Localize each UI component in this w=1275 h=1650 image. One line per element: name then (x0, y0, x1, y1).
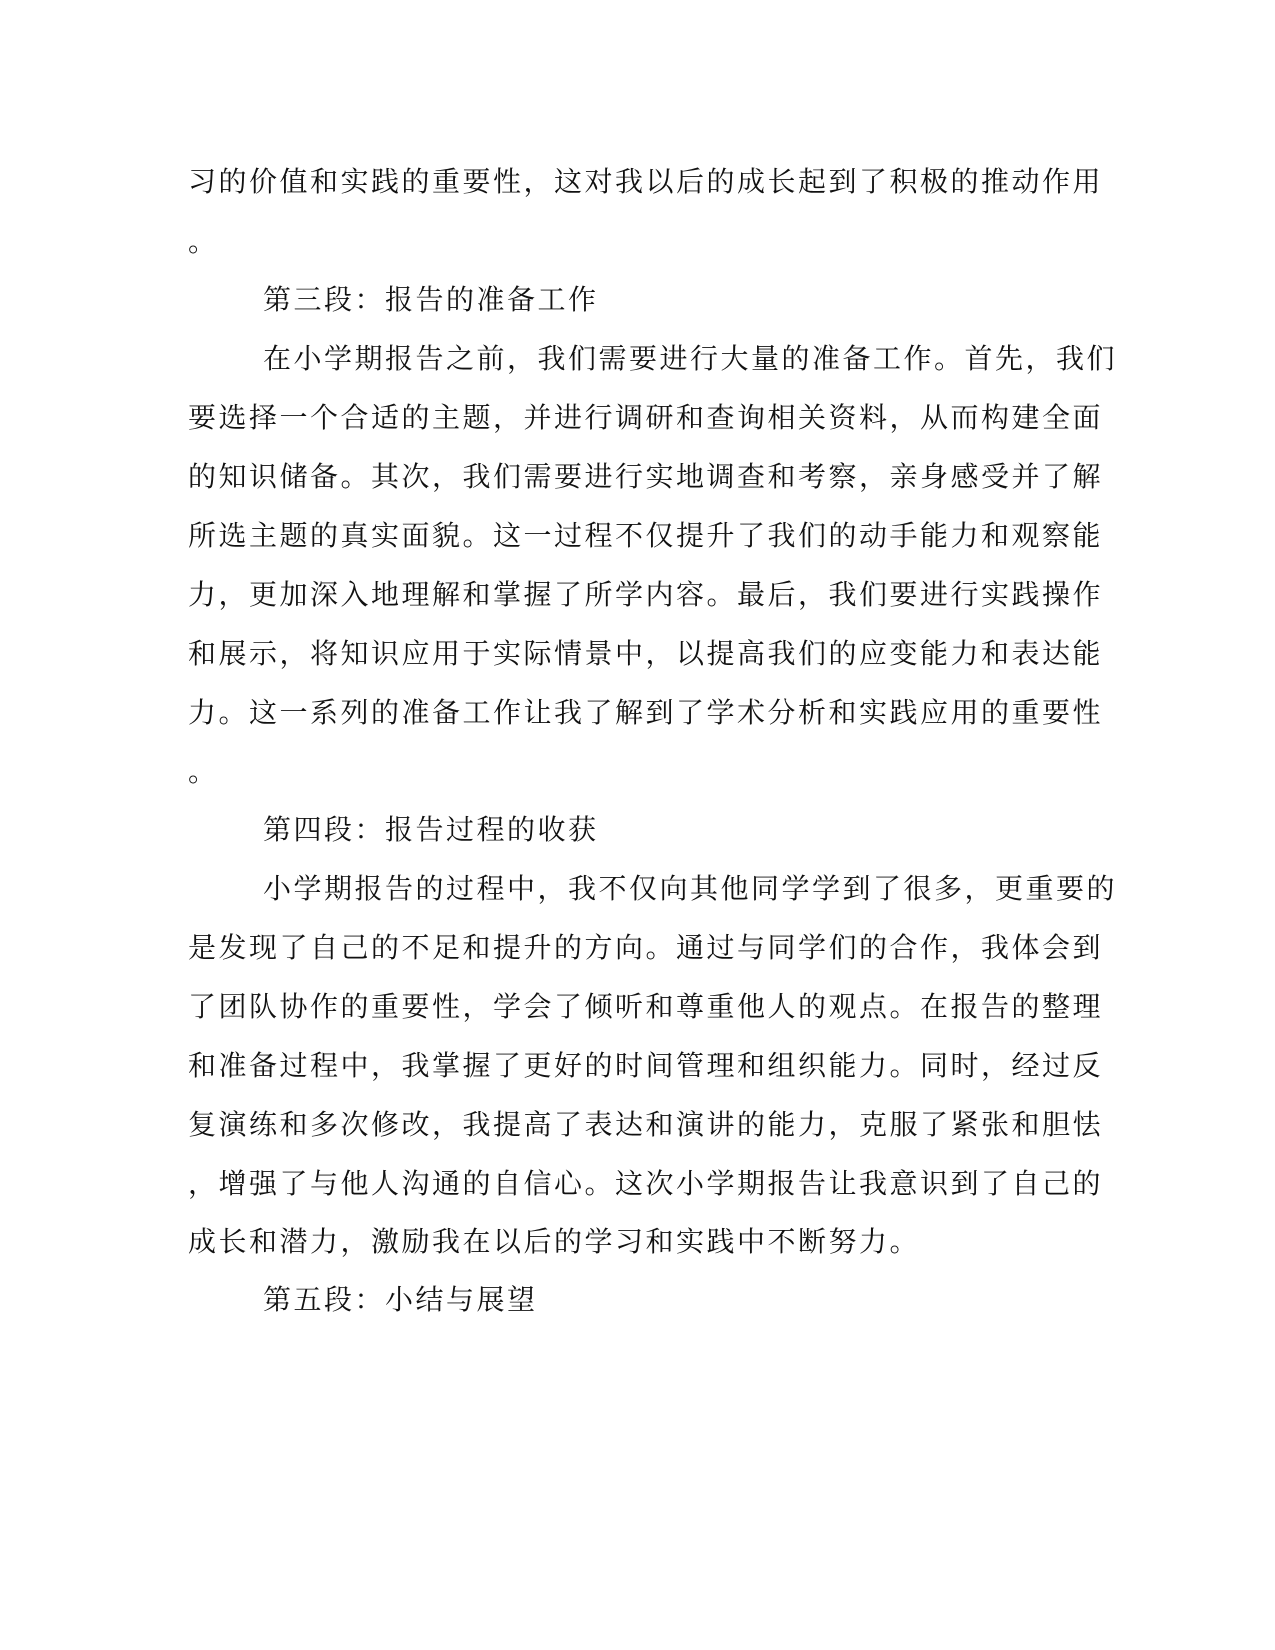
paragraph-line: 了团队协作的重要性，学会了倾听和尊重他人的观点。在报告的整理 (188, 990, 1104, 1023)
section-heading: 第三段：报告的准备工作 (263, 283, 599, 316)
section-heading: 第五段：小结与展望 (263, 1283, 538, 1316)
paragraph-line: 力。这一系列的准备工作让我了解到了学术分析和实践应用的重要性 (188, 696, 1104, 729)
paragraph-line: 习的价值和实践的重要性，这对我以后的成长起到了积极的推动作用 (188, 165, 1104, 198)
paragraph-line: 要选择一个合适的主题，并进行调研和查询相关资料，从而构建全面 (188, 401, 1104, 434)
paragraph-line: 所选主题的真实面貌。这一过程不仅提升了我们的动手能力和观察能 (188, 519, 1104, 552)
paragraph-line: 力，更加深入地理解和掌握了所学内容。最后，我们要进行实践操作 (188, 578, 1104, 611)
paragraph-line: 和准备过程中，我掌握了更好的时间管理和组织能力。同时，经过反 (188, 1049, 1104, 1082)
section-heading: 第四段：报告过程的收获 (263, 813, 599, 846)
paragraph-line: 是发现了自己的不足和提升的方向。通过与同学们的合作，我体会到 (188, 931, 1104, 964)
paragraph-line: 。 (188, 755, 219, 788)
paragraph-line: 。 (188, 225, 219, 258)
paragraph-line: 的知识储备。其次，我们需要进行实地调查和考察，亲身感受并了解 (188, 460, 1104, 493)
paragraph-line: 小学期报告的过程中，我不仅向其他同学学到了很多，更重要的 (263, 872, 1118, 905)
paragraph-line: ，增强了与他人沟通的自信心。这次小学期报告让我意识到了自己的 (188, 1167, 1104, 1200)
paragraph-line: 和展示，将知识应用于实际情景中，以提高我们的应变能力和表达能 (188, 637, 1104, 670)
paragraph-line: 在小学期报告之前，我们需要进行大量的准备工作。首先，我们 (263, 342, 1118, 375)
paragraph-line: 复演练和多次修改，我提高了表达和演讲的能力，克服了紧张和胆怯 (188, 1108, 1104, 1141)
paragraph-line: 成长和潜力，激励我在以后的学习和实践中不断努力。 (188, 1225, 921, 1258)
